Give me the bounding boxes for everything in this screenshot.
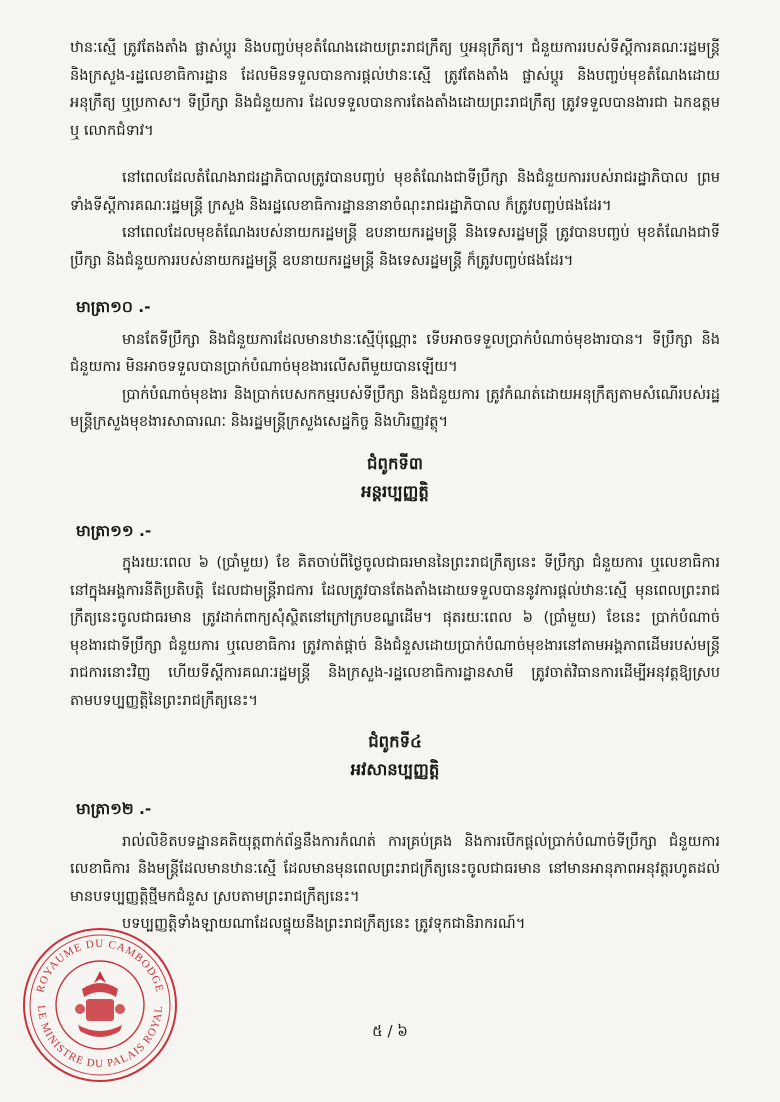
article-12-heading: មាត្រា១២ .-	[76, 800, 152, 818]
chapter-4-block	[70, 728, 720, 784]
article-11-paragraph-1: ក្នុងរយៈពេល ៦ (ប្រាំមួយ) ខែ គិតចាប់ពីថ្ងៃចូលជាធរមាននៃព្រះរាជក្រឹត្យនេះ ទីប្រឹក្សា ជំនួយការ ឬលេខាធិការ នៅក្នុងអង្គការនីតិប្រតិបត្តិ ដែលជាមន្ត្រីរាជការ ដែលត្រូវបានតែងតាំងដោយទទួលបាននូវការផ្តល់ឋានៈស្មើ មុនពេលព្រះរាជក្រឹត្យនេះចូលជាធរមាន ត្រូវដាក់ពាក្យសុំស្ថិតនៅក្រៅក្របខណ្ឌដើម។ ផុតរយៈពេល ៦ (ប្រាំមួយ) ខែនេះ ប្រាក់បំណាច់មុខងារជាទីប្រឹក្សា ជំនួយការ ឬលេខាធិការ ត្រូវកាត់ផ្តាច់ និងជំនួសដោយប្រាក់បំណាច់មុខងារនៅតាមអង្គភាពដើមរបស់មន្ត្រីរាជការនោះវិញ ហើយទីស្តីការគណៈរដ្ឋមន្ត្រី និងក្រសួង-រដ្ឋលេខាធិការដ្ឋានសាមី ត្រូវចាត់វិធានការដើម្បីអនុវត្តឱ្យស្របតាមបទប្បញ្ញត្តិនៃព្រះរាជក្រឹត្យនេះ។	[70, 554, 720, 709]
intro-paragraph-1: ឋានៈស្មើ ត្រូវតែងតាំង ផ្លាស់ប្តូរ និងបញ្ចប់មុខតំណែងដោយព្រះរាជក្រឹត្យ ឬអនុក្រឹត្យ។ ជំនួយការរបស់ទីស្តីការគណៈរដ្ឋមន្ត្រី និងក្រសួង-រដ្ឋលេខាធិការដ្ឋាន ដែលមិនទទួលបានការផ្តល់ឋានៈស្មើ ត្រូវតែងតាំង ផ្លាស់ប្តូរ និងបញ្ចប់មុខតំណែងដោយអនុក្រឹត្យ ឬប្រកាស។ ទីប្រឹក្សា និងជំនួយការ ដែលទទួលបានការតែងតាំងដោយព្រះរាជក្រឹត្យ ត្រូវទទួលបានងារជា ឯកឧត្តម ឬ លោកជំទាវ។	[70, 39, 720, 139]
chapter-4-number: ជំពូកទី៤	[368, 732, 422, 751]
svg-text:LE MINISTRE DU PALAIS ROYAL: LE MINISTRE DU PALAIS ROYAL	[34, 1004, 166, 1071]
article-10-heading: មាត្រា១០ .-	[76, 298, 151, 316]
royal-seal-stamp	[20, 925, 180, 1085]
article-12-paragraph-1: រាល់លិខិតបទដ្ឋានគតិយុត្តពាក់ព័ន្ធនឹងការកំណត់ ការគ្រប់គ្រង និងការបើកផ្តល់ប្រាក់បំណាច់ទីប្រឹក្សា ជំនួយការ លេខាធិការ និងមន្ត្រីដែលមានឋានៈស្មើ ដែលមានមុនពេលព្រះរាជក្រឹត្យនេះចូលជាធរមាន នៅមានអានុភាពអនុវត្តរហូតដល់មានបទប្បញ្ញត្តិថ្មីមកជំនួស ស្របតាមព្រះរាជក្រឹត្យនេះ។	[70, 832, 720, 905]
chapter-3-title: អន្តរប្បញ្ញត្តិ	[361, 481, 429, 501]
chapter-4-title: អវសានប្បញ្ញត្តិ	[350, 760, 440, 779]
page-number: ៥ / ៦	[372, 1022, 408, 1040]
chapter-3-block	[70, 450, 720, 506]
article-10-paragraph-2: ប្រាក់បំណាច់មុខងារ និងប្រាក់បេសកកម្មរបស់ទីប្រឹក្សា និងជំនួយការ ត្រូវកំណត់ដោយអនុក្រឹត្យតាមសំណើរបស់រដ្ឋមន្ត្រីក្រសួងមុខងារសាធារណៈ និងរដ្ឋមន្ត្រីក្រសួងសេដ្ឋកិច្ច និងហិរញ្ញវត្ថុ។	[70, 385, 720, 430]
svg-text:ROYAUME DU CAMBODGE: ROYAUME DU CAMBODGE	[34, 937, 166, 994]
article-10-paragraph-1: មានតែទីប្រឹក្សា និងជំនួយការដែលមានឋានៈស្មើប៉ុណ្ណោះ ទើបអាចទទួលប្រាក់បំណាច់មុខងារបាន។ ទីប្រឹក្សា និងជំនួយការ មិនអាចទទួលបានប្រាក់បំណាច់មុខងារលើសពីមួយបានឡើយ។	[70, 330, 720, 375]
intro-paragraph-2: នៅពេលដែលតំណែងរាជរដ្ឋាភិបាលត្រូវបានបញ្ចប់ មុខតំណែងជាទីប្រឹក្សា និងជំនួយការរបស់រាជរដ្ឋាភិបាល ព្រមទាំងទីស្តីការគណៈរដ្ឋមន្ត្រី ក្រសួង និងរដ្ឋលេខាធិការដ្ឋាននានាចំណុះរាជរដ្ឋាភិបាល ក៏ត្រូវបញ្ចប់ផងដែរ។	[70, 169, 720, 214]
chapter-3-number: ជំពូកទី៣	[367, 453, 423, 473]
document-body	[70, 34, 720, 938]
article-12-paragraph-2: បទប្បញ្ញត្តិទាំងឡាយណាដែលផ្ទុយនឹងព្រះរាជក្រឹត្យនេះ ត្រូវទុកជានិរាករណ៍។	[122, 915, 526, 932]
article-11-heading: មាត្រា១១ .-	[76, 521, 152, 540]
intro-paragraph-3: នៅពេលដែលមុខតំណែងរបស់នាយករដ្ឋមន្ត្រី ឧបនាយករដ្ឋមន្ត្រី និងទេសរដ្ឋមន្ត្រី ត្រូវបានបញ្ចប់ មុខតំណែងជាទីប្រឹក្សា និងជំនួយការរបស់នាយករដ្ឋមន្ត្រី ឧបនាយករដ្ឋមន្ត្រី និងទេសរដ្ឋមន្ត្រី ក៏ត្រូវបញ្ចប់ផងដែរ។	[70, 224, 720, 269]
